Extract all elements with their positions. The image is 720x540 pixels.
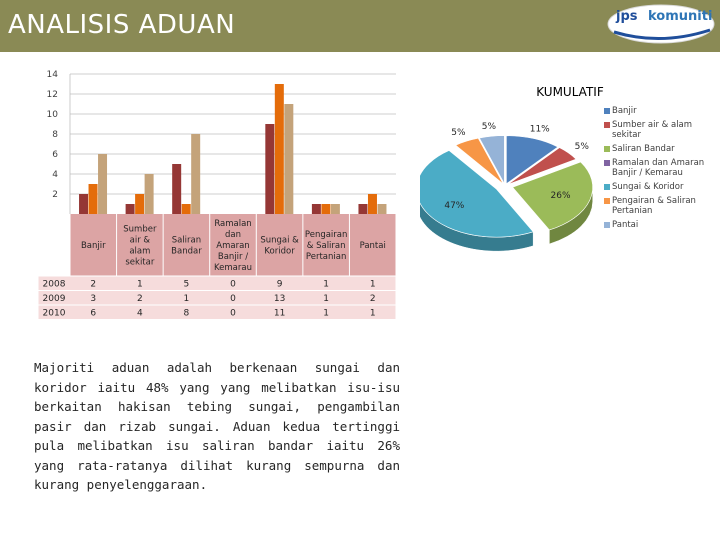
legend-swatch <box>604 184 610 190</box>
legend-item <box>604 120 716 140</box>
series-label-2009: 2009 <box>42 294 66 304</box>
pie-value-label-2: 26% <box>550 191 571 202</box>
legend-item <box>604 144 716 154</box>
bar-2008-2 <box>172 164 181 214</box>
bar-2009-4 <box>275 84 284 214</box>
y-tick-label: 6 <box>52 150 58 160</box>
table-cell: 2 <box>136 294 143 304</box>
category-label: Ramalan <box>214 219 252 229</box>
y-tick-label: 8 <box>52 130 58 140</box>
slide-title: ANALISIS ADUAN <box>8 10 236 40</box>
category-label: Pengairan <box>304 230 348 240</box>
legend-label: Saliran Bandar <box>612 144 675 154</box>
legend-label: Sumber air & alam sekitar <box>612 120 693 140</box>
legend-item <box>604 182 716 192</box>
table-cell: 6 <box>90 308 97 319</box>
pie-chart-title: KUMULATIF <box>536 85 604 99</box>
y-tick-label: 14 <box>46 70 58 80</box>
table-cell: 0 <box>230 279 236 290</box>
table-cell: 1 <box>183 294 190 304</box>
series-label-2010: 2010 <box>42 308 66 319</box>
bar-2008-4 <box>265 124 274 214</box>
legend-label: Banjir <box>612 106 637 116</box>
jps-komuniti-logo <box>606 2 716 46</box>
bar-2009-2 <box>182 204 191 214</box>
table-cell: 2 <box>90 279 97 290</box>
bar-2009-5 <box>321 204 330 214</box>
pie-value-label-1: 5% <box>574 142 589 153</box>
category-label: sekitar <box>125 257 155 268</box>
table-cell: 0 <box>230 308 236 319</box>
pie-value-label-6: 5% <box>481 121 497 132</box>
table-cell: 1 <box>369 308 376 319</box>
bar-2008-6 <box>358 204 367 214</box>
category-label: Sungai & <box>260 235 299 246</box>
table-cell: 4 <box>136 308 143 319</box>
pie-value-label-5: 5% <box>451 127 466 138</box>
category-label: Pertanian <box>305 252 347 262</box>
table-cell: 0 <box>230 294 236 304</box>
table-cell: 5 <box>183 279 190 290</box>
category-label: Amaran <box>216 241 250 251</box>
series-label-2008: 2008 <box>42 279 66 290</box>
legend-label: Pengairan & Saliran Pertanian <box>612 196 696 216</box>
bar-2010-5 <box>331 204 340 214</box>
table-cell: 9 <box>276 279 283 290</box>
category-label: Saliran <box>171 235 202 246</box>
y-tick-label: 2 <box>52 190 58 200</box>
table-cell: 1 <box>323 308 330 319</box>
table-cell: 8 <box>183 308 190 319</box>
bar-2010-0 <box>98 154 107 214</box>
y-tick-label: 12 <box>46 90 58 100</box>
category-label: Pantai <box>359 241 386 251</box>
legend-label: Ramalan dan Amaran Banjir / Kemarau <box>612 158 705 178</box>
table-cell: 3 <box>90 294 97 304</box>
legend-swatch <box>604 122 610 128</box>
legend-swatch <box>604 108 610 114</box>
legend-swatch <box>604 160 610 166</box>
logo-text-jps: jps <box>616 9 638 24</box>
bar-2009-6 <box>368 194 377 214</box>
bar-2008-5 <box>312 204 321 214</box>
table-cell: 2 <box>369 294 376 304</box>
category-label: Sumber <box>123 224 157 235</box>
bar-2008-0 <box>79 194 88 214</box>
category-label: Banjir / <box>217 252 249 262</box>
legend-label: Sungai & Koridor <box>612 182 684 192</box>
pie-value-label-4: 47% <box>444 200 465 211</box>
category-label: Kemarau <box>214 263 252 273</box>
slide-header <box>0 0 720 52</box>
table-cell: 1 <box>369 279 376 290</box>
y-tick-label: 10 <box>46 110 58 120</box>
table-cell: 1 <box>323 294 330 304</box>
table-cell: 13 <box>273 294 286 304</box>
bar-2010-4 <box>284 104 293 214</box>
category-label: Banjir <box>80 241 106 251</box>
logo-text-komuniti: komuniti <box>648 9 713 24</box>
pie-legend <box>604 106 716 234</box>
legend-item <box>604 220 716 230</box>
category-label: & Saliran <box>306 241 346 251</box>
category-label: alam <box>129 246 151 257</box>
bar-2010-2 <box>191 134 200 214</box>
category-label: dan <box>225 230 241 240</box>
legend-item <box>604 158 716 178</box>
legend-swatch <box>604 198 610 204</box>
category-label: Koridor <box>264 246 295 257</box>
table-cell: 1 <box>136 279 143 290</box>
legend-item <box>604 106 716 116</box>
bar-2010-1 <box>145 174 154 214</box>
legend-label: Pantai <box>612 220 639 230</box>
summary-text: Majoriti aduan adalah berkenaan sungai dan koridor iaitu 48% yang yang melibatkan isu-isu berkaitan hakisan tebing sungai, pengambilan pasir dan rizab sungai. Aduan kedua tertinggi pula melibatkan isu saliran bandar iaitu 26% yang rata-ratanya dilihat kurang sempurna dan kurang penyelenggaraan. <box>34 360 400 492</box>
category-label: air & <box>129 235 151 246</box>
legend-swatch <box>604 146 610 152</box>
table-cell: 1 <box>323 279 330 290</box>
bar-2009-1 <box>135 194 144 214</box>
bar-2010-6 <box>377 204 386 214</box>
pie-value-label-0: 11% <box>529 124 550 135</box>
legend-swatch <box>604 222 610 228</box>
category-label: Bandar <box>171 246 202 257</box>
table-cell: 11 <box>273 308 286 319</box>
bar-2008-1 <box>126 204 135 214</box>
bar-chart <box>34 66 400 322</box>
y-tick-label: 4 <box>52 170 58 180</box>
bar-2009-0 <box>89 184 98 214</box>
legend-item <box>604 196 716 216</box>
